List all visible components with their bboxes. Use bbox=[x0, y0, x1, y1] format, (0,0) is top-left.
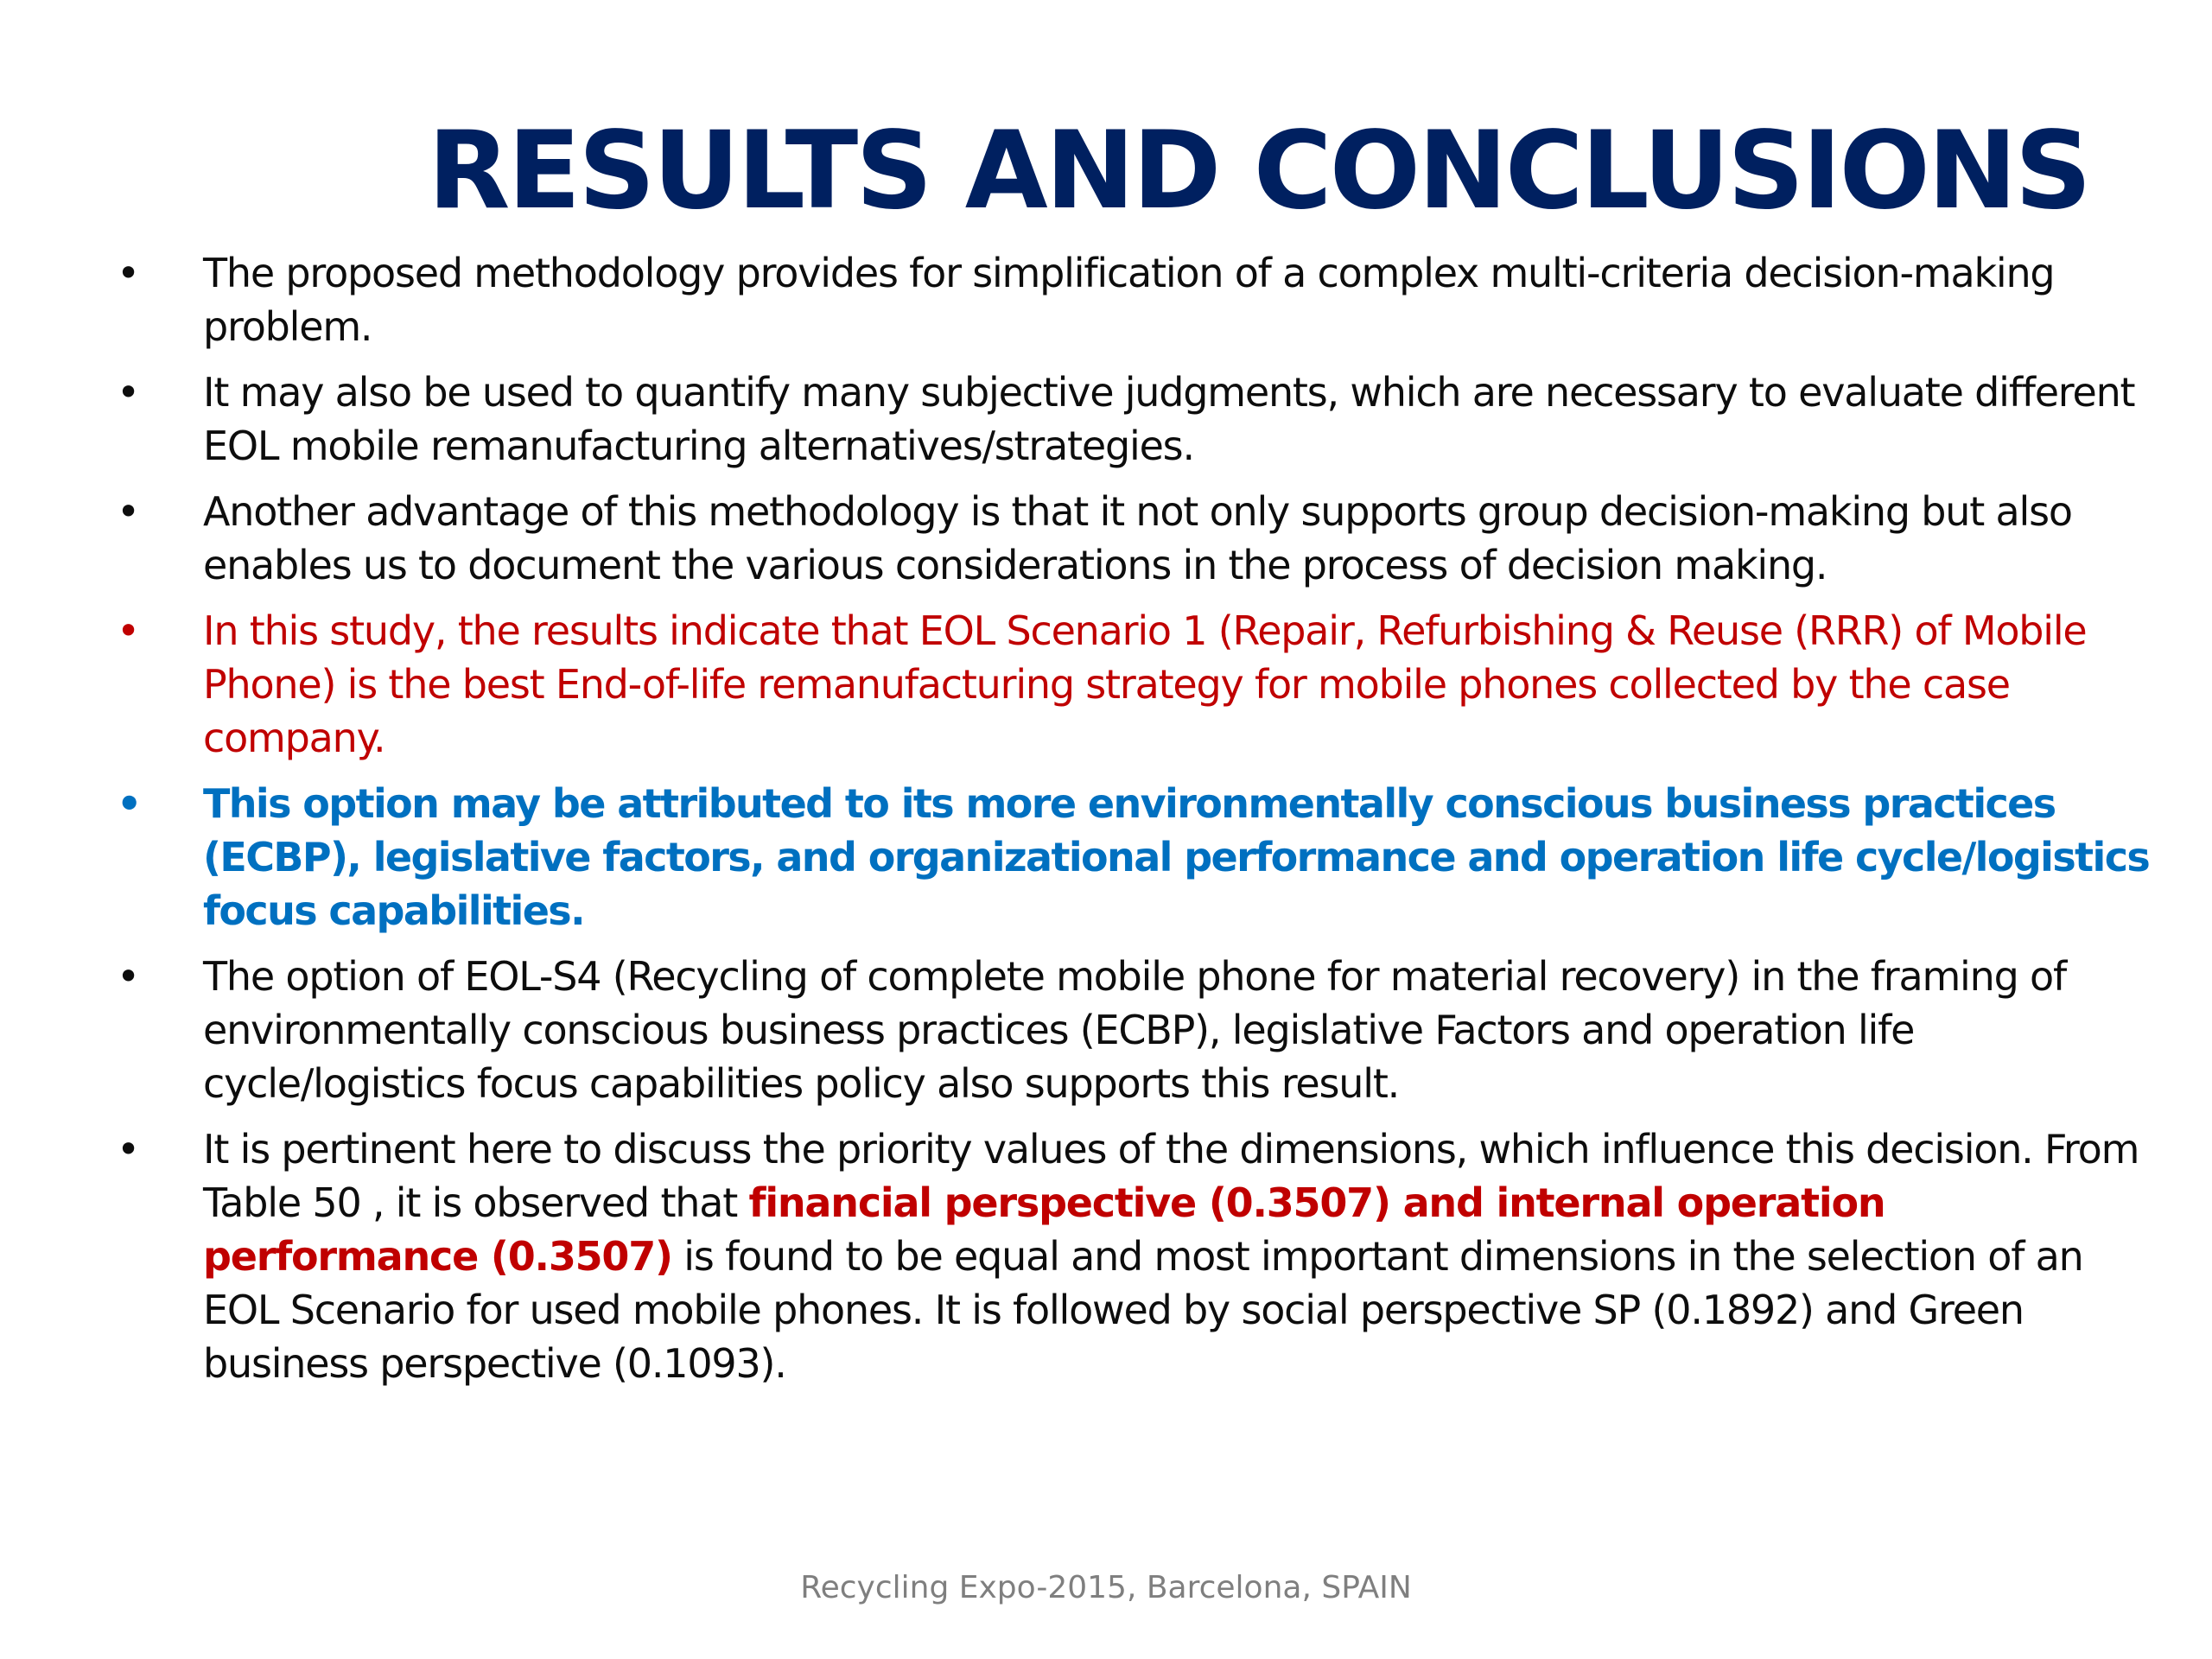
bullet-text: It may also be used to quantify many subjective judgments, which are necessary to evaluate different EOL mobile remanufacturing alternatives/strategies. bbox=[203, 369, 2135, 469]
bullet-text-after: is found to be equal and most important dimensions in the selection of an EOL Scenario for used mobile phones. It is followed by social perspective SP (0.1892) and Green business perspective (0.1093). bbox=[203, 1233, 2083, 1387]
bullet-text: This option may be attributed to its more environmentally conscious business practices (ECBP), legislative factors, and organizational performance and operation life cycle/logistics focus capabilities. bbox=[203, 780, 2150, 934]
bullet-marker: • bbox=[117, 488, 139, 535]
bullet-text: The option of EOL-S4 (Recycling of complete mobile phone for material recovery) in the framing of environmentally conscious business practices (ECBP), legislative Factors and operation life cycle/logistics focus capabilities policy also supports this result. bbox=[203, 953, 2066, 1107]
bullet-item-priority-values bbox=[0, 1122, 2212, 1390]
bullet-text-before: It is pertinent here to discuss the priority values of the dimensions, which influence this decision. From Table 50 , it is observed that bbox=[203, 1126, 2139, 1226]
bullet-marker: • bbox=[117, 607, 139, 654]
bullet-item-advantage bbox=[0, 485, 2212, 592]
bullet-item-quantify bbox=[0, 365, 2212, 473]
slide-footer: Recycling Expo-2015, Barcelona, SPAIN bbox=[800, 1570, 1412, 1605]
bullet-marker: • bbox=[117, 780, 141, 827]
bullet-item-study-result bbox=[0, 604, 2212, 765]
bullet-marker: • bbox=[117, 369, 139, 416]
bullet-marker: • bbox=[117, 953, 139, 1000]
bullet-list bbox=[0, 246, 2212, 1402]
slide-title: RESULTS AND CONCLUSIONS bbox=[428, 109, 2089, 233]
bullet-text: In this study, the results indicate that EOL Scenario 1 (Repair, Refurbishing & Reuse (RRR) of Mobile Phone) is the best End-of-life remanufacturing strategy for mobile phones collected by the case company. bbox=[203, 607, 2087, 761]
bullet-item-methodology bbox=[0, 246, 2212, 353]
bullet-text: The proposed methodology provides for simplification of a complex multi-criteria decision-making problem. bbox=[203, 250, 2055, 350]
bullet-marker: • bbox=[117, 250, 139, 296]
bullet-text: Another advantage of this methodology is that it not only supports group decision-making but also enables us to document the various considerations in the process of decision making. bbox=[203, 488, 2072, 588]
bullet-text-emphasis: financial perspective (0.3507) and internal operation performance (0.3507) bbox=[203, 1179, 1885, 1280]
bullet-item-attribution bbox=[0, 777, 2212, 938]
bullet-marker: • bbox=[117, 1126, 139, 1173]
bullet-item-eol-s4 bbox=[0, 950, 2212, 1110]
